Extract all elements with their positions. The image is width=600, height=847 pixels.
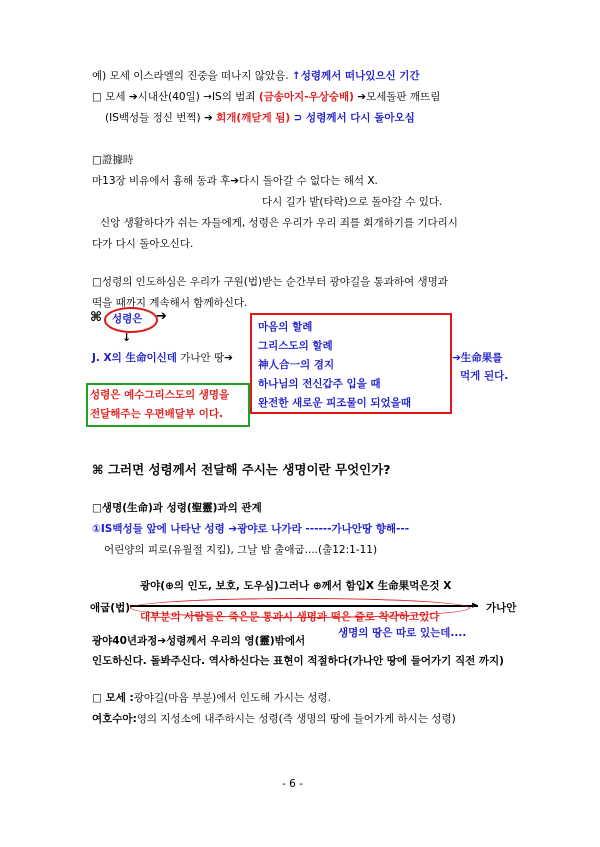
line-1 (92, 68, 420, 83)
journey-start-label: 애굽(법) (90, 602, 131, 614)
moses-label: □ 모세 : (92, 692, 134, 704)
line-7: 신앙 생활하다가 쉬는 자들에게, 성령은 우리가 우리 죄를 회개하기를 기다리시 (100, 217, 458, 229)
condition-item: 완전한 새로운 피조물이 되었을때 (258, 397, 411, 409)
line-9: □성령의 인도하심은 우리가 구원(법)받는 순간부터 광야길을 통과하여 생명과 (92, 276, 448, 288)
asterisk-marker-icon: ⌘ (90, 310, 103, 325)
line-1-text: 예) 모세 이스라엘의 진중을 떠나지 않았음. (92, 70, 289, 82)
moses-line (92, 690, 331, 705)
line-2-tail: ➔모세돌판 깨뜨림 (357, 91, 441, 103)
jx-text: J. X의 生命이신데 (92, 352, 177, 364)
result-line-1: ➔生命果를 (452, 352, 503, 364)
condition-item: 神人合一의 경지 (258, 359, 335, 371)
holy-spirit-label: 성령은 (112, 313, 143, 325)
joshua-line (92, 711, 456, 726)
journey-middle-text: 대부분의 사람들은 죽은문 통과시 생명과 떡은 줄로 착각하고있다 (140, 611, 440, 623)
journey-end-label: 가나안 (486, 602, 517, 614)
joshua-text: 영의 지성소에 내주하시는 성령(즉 생명의 땅에 들어가게 하시는 성령) (136, 713, 456, 725)
moses-text: 광야길(마음 부분)에서 인도해 가시는 성령. (133, 692, 332, 704)
result-line-2: 먹게 된다. (460, 370, 509, 382)
condition-item: 하나님의 전신갑주 입을 때 (258, 378, 381, 390)
arrow-right-icon: ▸ (472, 598, 478, 611)
arrow-down-icon: ↓ (122, 331, 132, 344)
line-3-highlight: 회개(깨닫게 됨) (216, 112, 291, 124)
line-1-highlight: ↑성령께서 떠나있으신 기간 (291, 70, 420, 82)
jx-tail: 가나안 땅➔ (180, 352, 233, 364)
section-title (92, 460, 391, 478)
line-6: 다시 길가 밭(타락)으로 돌아갈 수 있다. (262, 196, 443, 208)
line-2 (92, 89, 440, 104)
line-2-text: □ 모세 ➔시내산(40일) →IS의 범죄 (92, 91, 256, 103)
arrow-right-icon: ➔ (156, 309, 167, 324)
joshua-label: 여호수아: (92, 713, 137, 725)
condition-item: 그리스도의 할례 (258, 340, 333, 352)
line-3 (105, 110, 415, 125)
line-3-tail: ⊃ 성령께서 다시 돌아오심 (293, 112, 415, 124)
journey-below-text: 생명의 땅은 따로 있는데.... (338, 627, 467, 639)
condition-item: 마음의 할례 (258, 321, 313, 333)
messenger-line-1: 성령은 예수그리스도의 생명을 (90, 389, 230, 401)
journey-top-text: 광야(⊕의 인도, 보호, 도우심)그러나 ⊕께서 함입X 生命果먹은것 X (140, 580, 452, 592)
subheading: □생명(生命)과 성령(聖靈)과의 관계 (92, 502, 262, 514)
subline-2: 어린양의 피로(유월절 지킴), 그날 밤 출애굽....(출12:1-11) (104, 544, 378, 556)
subline-1: ①IS백성들 앞에 나타난 성령 ➔광야로 나가라 ------가나안땅 향해--- (92, 523, 410, 535)
wilderness-line-1: 광야40년과정➔성령께서 우리의 영(靈)밖에서 (92, 635, 306, 647)
wilderness-line-2: 인도하신다. 돌봐주신다. 역사하신다는 표현이 적절하다(가나안 땅에 들어가기 직전 까지) (92, 655, 504, 667)
line-8: 다가 다시 돌아오신다. (92, 238, 194, 250)
section-label-evidence: □證據時 (92, 154, 134, 166)
jx-line (92, 350, 233, 365)
line-3-text: (IS백성들 정신 번쩍) ➔ (105, 112, 213, 124)
line-5: 마13장 비유에서 흉해 동과 후➔다시 돌아갈 수 없다는 해석 X. (92, 175, 378, 187)
line-10: 떡을 때까지 계속해서 함께하신다. (92, 297, 248, 309)
messenger-line-2: 전달해주는 우편배달부 이다. (90, 408, 224, 420)
page-number: - 6 - (282, 778, 303, 790)
line-2-highlight: (금송아지-우상숭배) (258, 91, 354, 103)
section-title-text: 그러면 성령께서 전달해 주시는 생명이란 무엇인가? (107, 462, 391, 477)
asterisk-marker-icon: ⌘ (92, 462, 108, 477)
